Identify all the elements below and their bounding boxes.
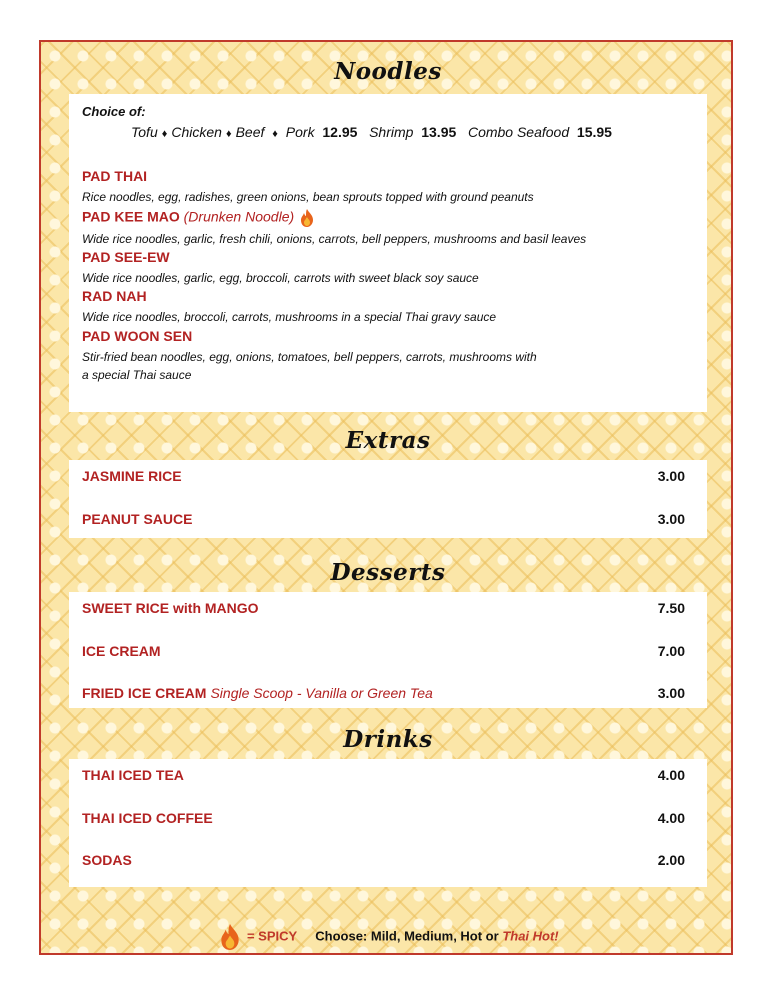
item-price: 4.00 (657, 767, 685, 783)
protein-tofu: Tofu (131, 124, 158, 140)
dish-desc: Rice noodles, egg, radishes, green onions, bean sprouts topped with ground peanuts (82, 190, 534, 204)
item-price: 3.00 (657, 468, 685, 484)
dish-desc: Wide rice noodles, broccoli, carrots, mushrooms in a special Thai gravy sauce (82, 310, 497, 324)
extras-heading: Extras (345, 427, 431, 454)
drinks-panel (69, 759, 707, 887)
desserts-heading: Desserts (330, 559, 446, 586)
heat-choices: Choose: Mild, Medium, Hot or (315, 928, 499, 944)
dish-desc: Wide rice noodles, garlic, egg, broccoli, carrots with sweet black soy sauce (82, 271, 479, 285)
shrimp-price: 13.95 (421, 124, 457, 140)
thai-hot-label: Thai Hot! (502, 928, 559, 944)
item-price: 3.00 (657, 511, 685, 527)
spicy-label: = SPICY (246, 928, 298, 944)
dish-desc: Wide rice noodles, garlic, fresh chili, onions, carrots, bell peppers, mushrooms and basil leaves (82, 232, 587, 246)
item-price: 4.00 (657, 810, 685, 826)
pork-price: 12.95 (322, 124, 358, 140)
dish-name: PAD KEE MAO (Drunken Noodle) (82, 208, 316, 228)
dish-name: RAD NAH (82, 288, 147, 304)
desserts-panel (69, 592, 707, 708)
item-name: ICE CREAM (82, 643, 161, 659)
protein-beef: Beef (235, 124, 265, 140)
item-note: Single Scoop - Vanilla or Green Tea (210, 685, 433, 701)
dish-name: PAD THAI (82, 168, 148, 184)
flame-icon (217, 922, 243, 952)
item-name: THAI ICED TEA (82, 767, 184, 783)
dish-note: (Drunken Noodle) (183, 208, 295, 225)
item-price: 3.00 (657, 685, 685, 701)
menu-page (39, 40, 733, 955)
item-price: 7.50 (657, 600, 685, 616)
spicy-legend (41, 922, 735, 952)
item-name: JASMINE RICE (82, 468, 182, 484)
dish-name: PAD WOON SEN (82, 328, 193, 344)
item-name: SWEET RICE with MANGO (82, 600, 259, 616)
item-price: 2.00 (657, 852, 685, 868)
dish-desc: Stir-fried bean noodles, egg, onions, tomatoes, bell peppers, carrots, mushrooms with (82, 350, 537, 364)
drinks-heading: Drinks (343, 726, 433, 753)
dish-name: PAD SEE-EW (82, 249, 170, 265)
item-name: SODAS (82, 852, 132, 868)
combo-label: Combo Seafood (467, 124, 570, 140)
item-price: 7.00 (657, 643, 685, 659)
item-name: FRIED ICE CREAM Single Scoop - Vanilla or Green Tea (82, 685, 433, 701)
item-name: THAI ICED COFFEE (82, 810, 213, 826)
protein-pork: Pork (285, 124, 315, 140)
noodles-panel (69, 94, 707, 412)
combo-price: 15.95 (576, 124, 612, 140)
protein-choices: Tofu ♦ Chicken ♦ Beef ♦ Pork 12.95 Shrimp 13.95 Combo Seafood 15.95 (131, 124, 612, 140)
flame-icon (298, 208, 316, 228)
extras-panel (69, 460, 707, 538)
shrimp-label: Shrimp (369, 124, 414, 140)
choice-label: Choice of: (82, 104, 146, 119)
noodles-heading: Noodles (334, 58, 442, 85)
item-name: PEANUT SAUCE (82, 511, 193, 527)
dish-desc: a special Thai sauce (82, 368, 192, 382)
protein-chicken: Chicken (171, 124, 222, 140)
